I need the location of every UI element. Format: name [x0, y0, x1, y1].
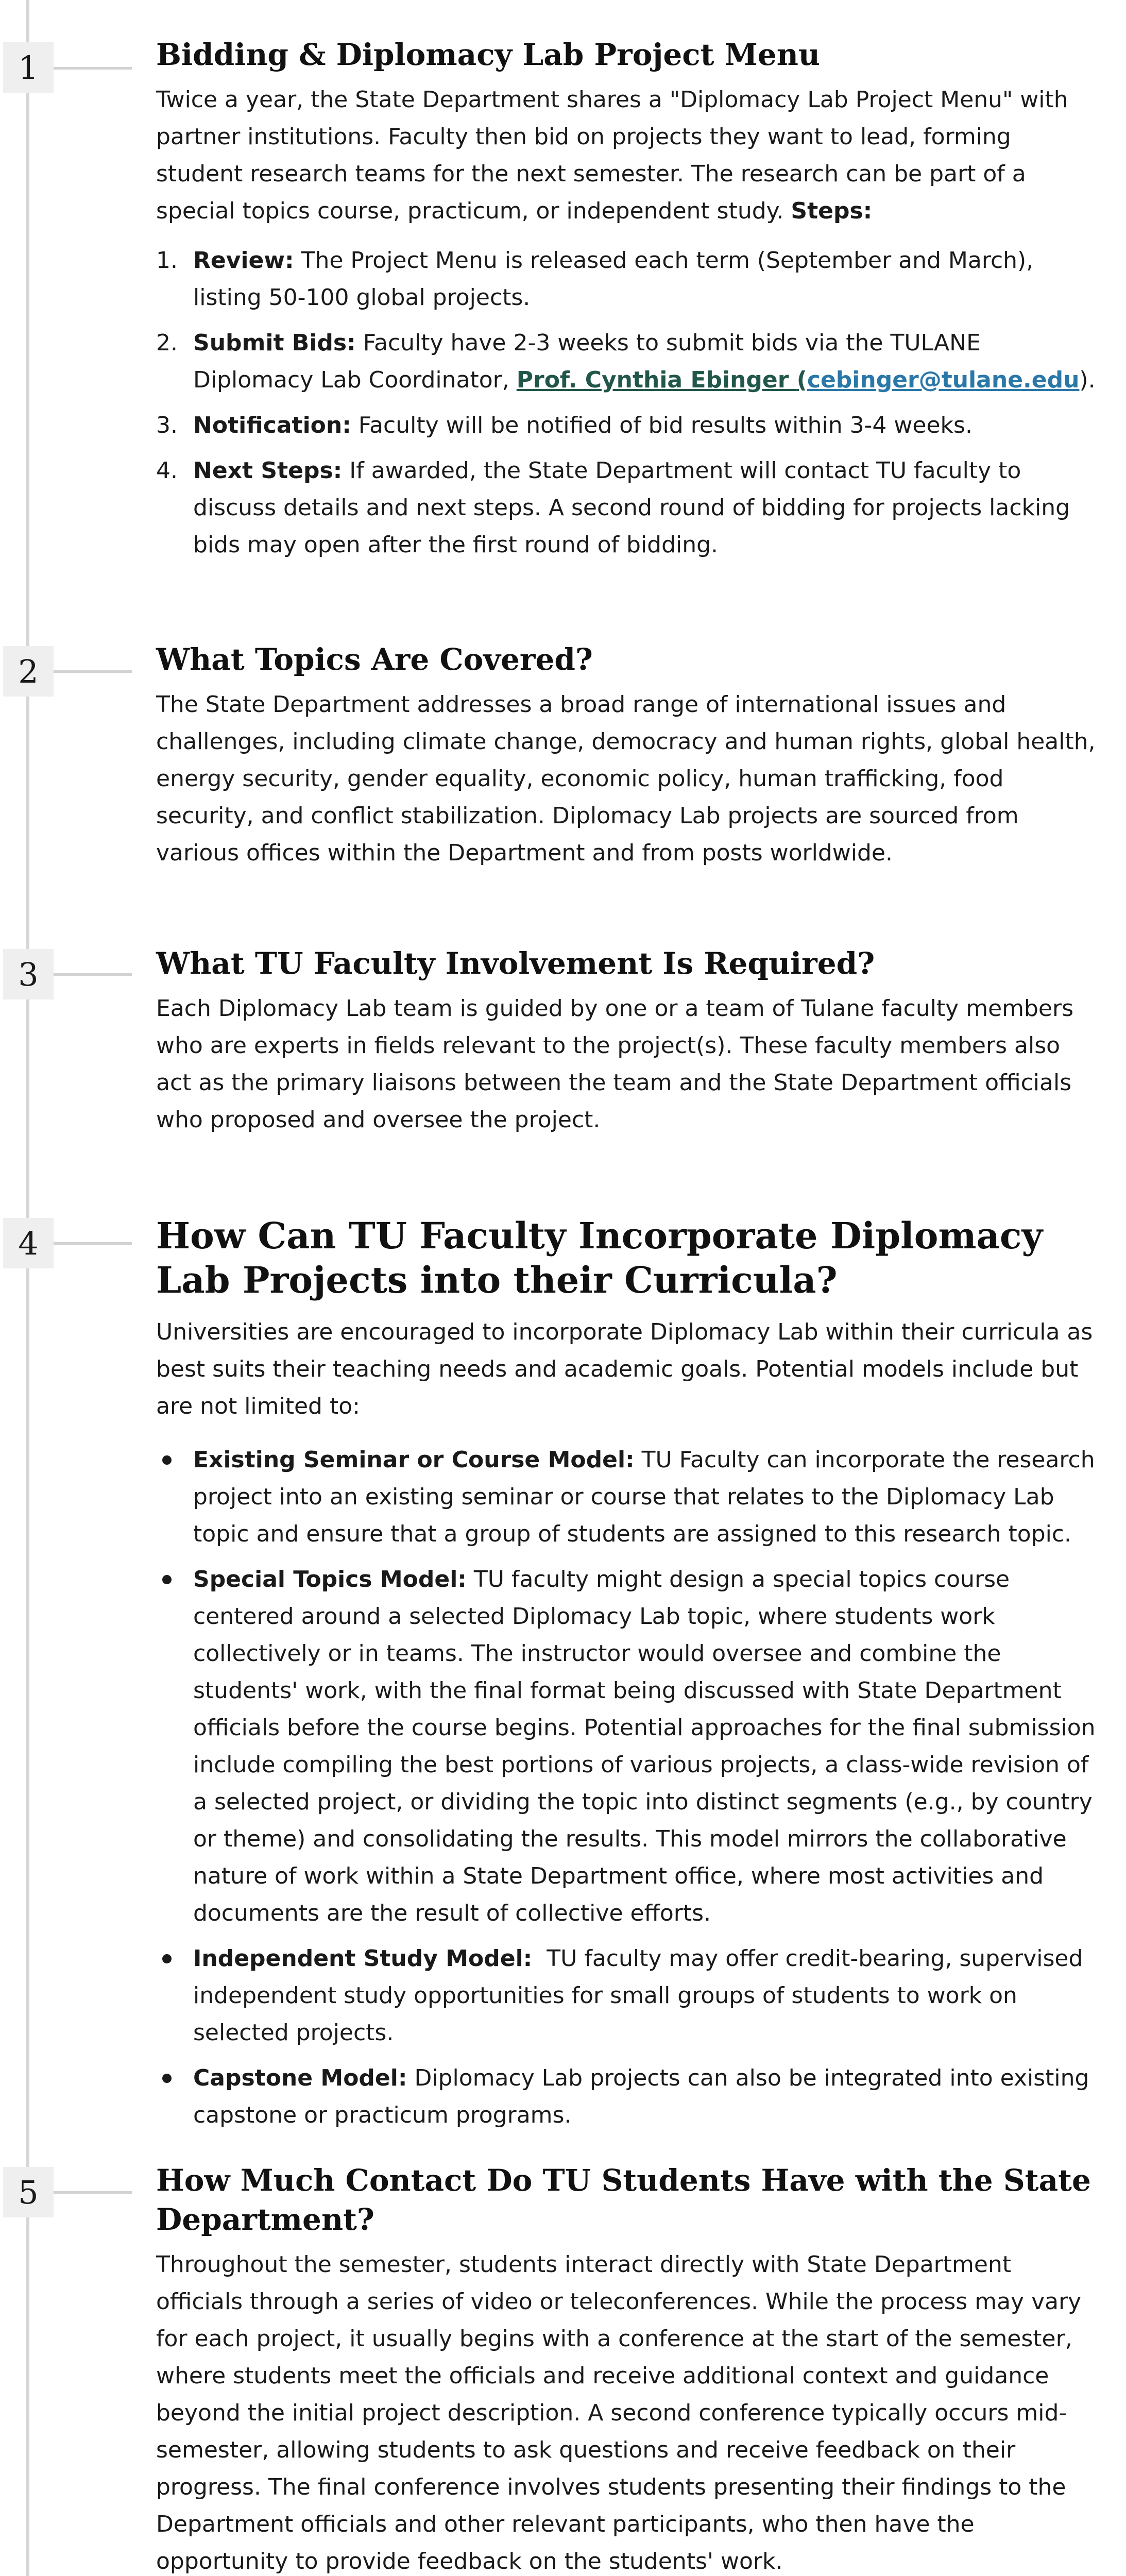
bullet [162, 1455, 172, 1465]
section-number: 5 [18, 2173, 39, 2211]
section-heading: How Much Contact Do TU Students Have with the State Department? [156, 2163, 1091, 2237]
section-heading: How Can TU Faculty Incorporate Diplomacy Lab Projects into their Curricula? [156, 1214, 1043, 1301]
timeline-connector [54, 670, 132, 673]
section-number: 1 [18, 48, 39, 87]
step-item: 2. Submit Bids: Faculty have 2-3 weeks to submit bids via the TULANE Diplomacy Lab Coordinator, Prof. Cynthia Ebinger (cebinger@tulane.edu). [156, 330, 1096, 393]
step-item: 3. Notification: Faculty will be notified of bid results within 3-4 weeks. [156, 412, 973, 438]
section-heading: Bidding & Diplomacy Lab Project Menu [156, 37, 821, 72]
bullet [162, 1954, 172, 1963]
bullet [162, 1575, 172, 1584]
timeline-connector [54, 67, 132, 70]
section-number: 4 [18, 1224, 39, 1262]
model-item: Existing Seminar or Course Model: TU Faculty can incorporate the research project into an existing seminar or course that relates to the Diplomacy Lab topic and ensure that a group of students are assigned to this research topic. [156, 1442, 1097, 1553]
section-number-marker [3, 646, 54, 697]
step-item: 1. Review: The Project Menu is released each term (September and March), listing 50-100 global projects. [156, 247, 1034, 311]
steps-list [156, 242, 1097, 564]
model-item: Capstone Model: Diplomacy Lab projects can also be integrated into existing capstone or practicum programs. [156, 2060, 1097, 2134]
model-item: Independent Study Model: TU faculty may offer credit-bearing, supervised independent study opportunities for small groups of students to work on selected projects. [156, 1940, 1097, 2052]
coordinator-email-link[interactable]: cebinger@tulane.edu [807, 367, 1080, 393]
coordinator-name-link[interactable]: Prof. Cynthia Ebinger ( [516, 367, 807, 393]
section-heading: What TU Faculty Involvement Is Required? [156, 946, 875, 981]
timeline-connector [54, 1242, 132, 1245]
section-body: Throughout the semester, students interact directly with State Department officials through a series of video or teleconferences. While the process may vary for each project, it usually begins with a conference at the start of the semester, where students meet the officials and receive additional context and guidance beyond the initial project description. A second conference typically occurs mid-semester, allowing students to ask questions and receive feedback on their progress. The final conference involves students presenting their findings to the Department officials and other relevant participants, who then have the opportunity to provide feedback on the students' work. [156, 2251, 1082, 2574]
section-number-marker [3, 949, 54, 999]
step-item: 4. Next Steps: If awarded, the State Department will contact TU faculty to discuss details and next steps. A second round of bidding for projects lacking bids may open after the first round of bidding. [156, 457, 1070, 558]
timeline-connector [54, 973, 132, 976]
section-heading: What Topics Are Covered? [156, 642, 593, 677]
models-list [156, 1442, 1097, 2134]
section-intro: Universities are encouraged to incorporate Diplomacy Lab within their curricula as best suits their teaching needs and academic goals. Potential models include but are not limited to: [156, 1319, 1093, 1419]
timeline-connector [54, 2191, 132, 2194]
section-number: 3 [18, 955, 39, 993]
section-body: The State Department addresses a broad range of international issues and challenges, including climate change, democracy and human rights, global health, energy security, gender equality, economic policy, human trafficking, food security, and conflict stabilization. Diplomacy Lab projects are sourced from various offices within the Department and from posts worldwide. [156, 691, 1096, 866]
model-item: Special Topics Model: TU faculty might design a special topics course centered around a selected Diplomacy Lab topic, where students work collectively or in teams. The instructor would oversee and combine the students' work, with the final format being discussed with State Department officials before the course begins. Potential approaches for the final submission include compiling the best portions of various projects, a class-wide revision of a selected project, or dividing the topic into distinct segments (e.g., by country or theme) and consolidating the results. This model mirrors the collaborative nature of work within a State Department office, where most activities and documents are the result of collective efforts. [156, 1561, 1097, 1932]
section-body: Each Diplomacy Lab team is guided by one or a team of Tulane faculty members who are experts in fields relevant to the project(s). These faculty members also act as the primary liaisons between the team and the State Department officials who proposed and oversee the project. [156, 995, 1074, 1133]
bullet [162, 2074, 172, 2083]
section-number-marker [3, 42, 54, 93]
section-number: 2 [18, 652, 39, 690]
section-intro: Twice a year, the State Department shares a "Diplomacy Lab Project Menu" with partner institutions. Faculty then bid on projects they want to lead, forming student research teams for the next semester. The research can be part of a special topics course, practicum, or independent study. Steps: [156, 87, 1068, 224]
section-number-marker [3, 1218, 54, 1268]
section-number-marker [3, 2167, 54, 2217]
